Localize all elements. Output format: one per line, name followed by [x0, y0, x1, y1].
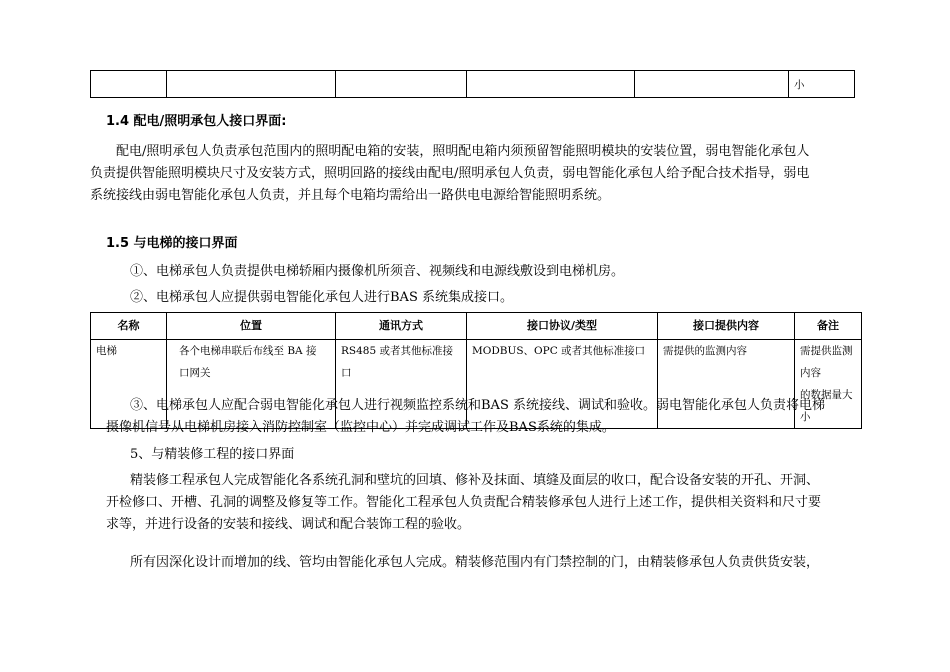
table-header-row: [91, 313, 862, 340]
paragraph-line: 负责提供智能照明模块尺寸及安装方式，照明回路的接线由配电/照明承包人负责，弱电智能化承包人给予配合技术指导，弱电: [90, 166, 810, 181]
cell-line: 各个电梯串联后布线至 BA 接: [179, 345, 317, 357]
table-cell: [91, 71, 167, 98]
table-cell: [167, 71, 336, 98]
header-cell-protocol: 接口协议/类型: [467, 313, 658, 340]
paragraph-line: 系统接线由弱电智能化承包人负责，并且每个电箱均需给出一路供电电源给智能照明系统。: [90, 188, 611, 203]
section-1-4-heading: 1.4 配电/照明承包人接口界面:: [106, 114, 287, 129]
cell-line: 的数据量大小: [800, 389, 853, 423]
paragraph-line: 求等，并进行设备的安装和接线、调试和配合装饰工程的验收。: [106, 517, 471, 532]
section-5-paragraph-2: 所有因深化设计而增加的线、管均由智能化承包人完成。精装修范围内有门禁控制的门，由精装修承包人负责供货安装，: [130, 555, 820, 570]
table-cell: 小: [789, 71, 855, 98]
cell-line: RS485 或者其他标准接: [341, 345, 453, 357]
section-1-5-item-1: ①、电梯承包人负责提供电梯轿厢内摄像机所须音、视频线和电源线敷设到电梯机房。: [130, 264, 625, 279]
top-table-fragment: [90, 70, 855, 98]
table-row: [91, 71, 855, 98]
table-cell: [467, 71, 635, 98]
section-1-5-item-3: [106, 395, 825, 439]
header-cell-name: 名称: [91, 313, 167, 340]
header-cell-content: 接口提供内容: [658, 313, 795, 340]
section-5-heading: 5、与精装修工程的接口界面: [130, 447, 295, 462]
cell-line: 需提供监测内容: [800, 345, 853, 379]
paragraph-line: 开检修口、开槽、孔洞的调整及修复等工作。智能化工程承包人负责配合精装修承包人进行上述工作，提供相关资料和尺寸要: [106, 495, 822, 510]
cell-protocol: MODBUS、OPC 或者其他标准接口: [467, 340, 658, 429]
cell-content: 需提供的监测内容: [658, 340, 795, 429]
paragraph-line: 配电/照明承包人负责承包范围内的照明配电箱的安装，照明配电箱内须预留智能照明模块的安装位置，弱电智能化承包人: [116, 144, 810, 159]
section-1-5-item-2: ②、电梯承包人应提供弱电智能化承包人进行BAS 系统集成接口。: [130, 290, 513, 305]
cell-line: 口网关: [179, 367, 211, 379]
cell-name: 电梯: [91, 340, 167, 429]
cell-line: 口: [341, 367, 352, 379]
header-cell-location: 位置: [167, 313, 336, 340]
paragraph-line: 摄像机信号从电梯机房接入消防控制室（监控中心）并完成调试工作及BAS系统的集成。: [106, 420, 615, 435]
section-1-5-heading: 1.5 与电梯的接口界面: [106, 236, 238, 251]
section-5-paragraph-1: [106, 470, 821, 536]
table-cell: [336, 71, 467, 98]
paragraph-line: ③、电梯承包人应配合弱电智能化承包人进行视频监控系统和BAS 系统接线、调试和验收。弱电智能化承包人负责将电梯: [130, 398, 825, 413]
section-1-4-paragraph: [90, 141, 809, 207]
header-cell-remark: 备注: [795, 313, 862, 340]
table-cell: [635, 71, 789, 98]
header-cell-comm: 通讯方式: [336, 313, 467, 340]
paragraph-line: 精装修工程承包人完成智能化各系统孔洞和壁坑的回填、修补及抹面、填缝及面层的收口，配合设备安装的开孔、开洞、: [130, 473, 820, 488]
